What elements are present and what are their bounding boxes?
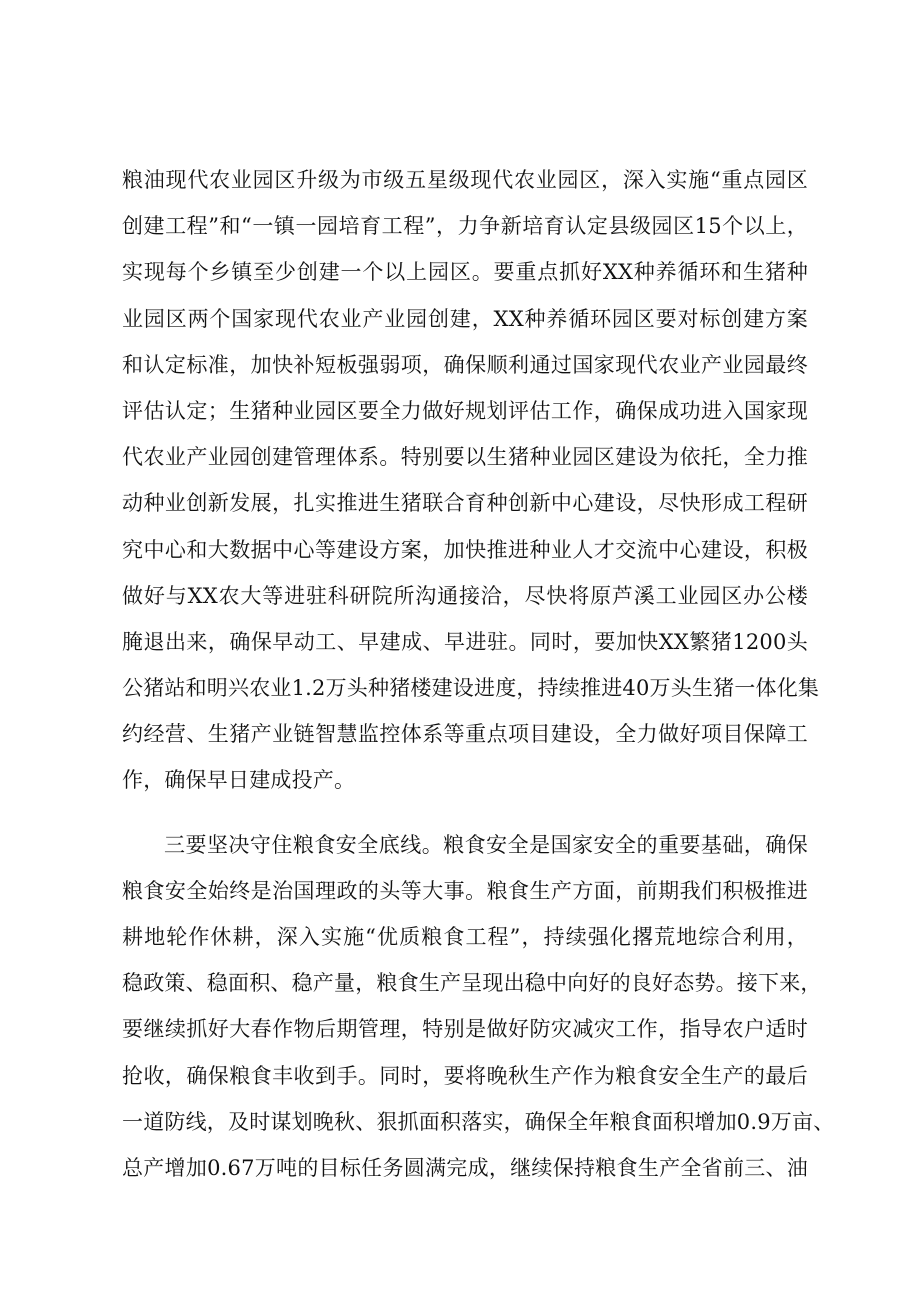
paragraph-line: 抢收，确保粮食丰收到手。同时，要将晚秋生产作为粮食安全生产的最后 bbox=[122, 1063, 808, 1088]
paragraph-2 bbox=[122, 822, 835, 1192]
paragraph-line: 做好与XX农大等进驻科研院所沟通接洽，尽快将原芦溪工业园区办公楼 bbox=[122, 583, 808, 608]
paragraph-line: 粮食安全始终是治国理政的头等大事。粮食生产方面，前期我们积极推进 bbox=[122, 878, 808, 903]
paragraph-line: 实现每个乡镇至少创建一个以上园区。要重点抓好XX种养循环和生猪种 bbox=[122, 260, 808, 285]
paragraph-line: 一道防线，及时谋划晚秋、狠抓面积落实，确保全年粮食面积增加0.9万亩、 bbox=[122, 1109, 835, 1134]
paragraph-line: 评估认定；生猪种业园区要全力做好规划评估工作，确保成功进入国家现 bbox=[122, 398, 808, 423]
paragraph-1 bbox=[122, 157, 820, 804]
paragraph-line: 代农业产业园创建管理体系。特别要以生猪种业园区建设为依托，全力推 bbox=[122, 445, 808, 470]
paragraph-spacer bbox=[122, 804, 808, 822]
paragraph-line: 粮油现代农业园区升级为市级五星级现代农业园区，深入实施“重点园区 bbox=[122, 168, 808, 192]
paragraph-line: 要继续抓好大春作物后期管理，特别是做好防灾减灾工作，指导农户适时 bbox=[122, 1017, 808, 1042]
paragraph-line: 作，确保早日建成投产。 bbox=[122, 768, 356, 793]
paragraph-line: 稳政策、稳面积、稳产量，粮食生产呈现出稳中向好的良好态势。接下来， bbox=[122, 971, 822, 996]
paragraph-line: 腌退出来，确保早动工、早建成、早进驻。同时，要加快XX繁猪1200头 bbox=[122, 629, 808, 654]
paragraph-line: 动种业创新发展，扎实推进生猪联合育种创新中心建设，尽快形成工程研 bbox=[122, 491, 808, 516]
paragraph-line: 三要坚决守住粮食安全底线。粮食安全是国家安全的重要基础，确保 bbox=[164, 832, 808, 857]
paragraph-line: 和认定标准，加快补短板强弱项，确保顺利通过国家现代农业产业园最终 bbox=[122, 352, 808, 377]
document-body bbox=[122, 157, 835, 1191]
paragraph-line: 业园区两个国家现代农业产业园创建，XX种养循环园区要对标创建方案 bbox=[122, 306, 808, 331]
paragraph-line: 约经营、生猪产业链智慧监控体系等重点项目建设，全力做好项目保障工 bbox=[122, 722, 808, 747]
paragraph-line: 公猪站和明兴农业1.2万头种猪楼建设进度，持续推进40万头生猪一体化集 bbox=[122, 676, 820, 701]
paragraph-line: 耕地轮作休耕，深入实施“优质粮食工程”，持续强化撂荒地综合利用， bbox=[122, 925, 808, 949]
paragraph-line: 创建工程”和“一镇一园培育工程”，力争新培育认定县级园区15个以上， bbox=[122, 214, 808, 239]
paragraph-line: 究中心和大数据中心等建设方案，加快推进种业人才交流中心建设，积极 bbox=[122, 537, 808, 562]
paragraph-line: 总产增加0.67万吨的目标任务圆满完成，继续保持粮食生产全省前三、油 bbox=[122, 1155, 808, 1180]
